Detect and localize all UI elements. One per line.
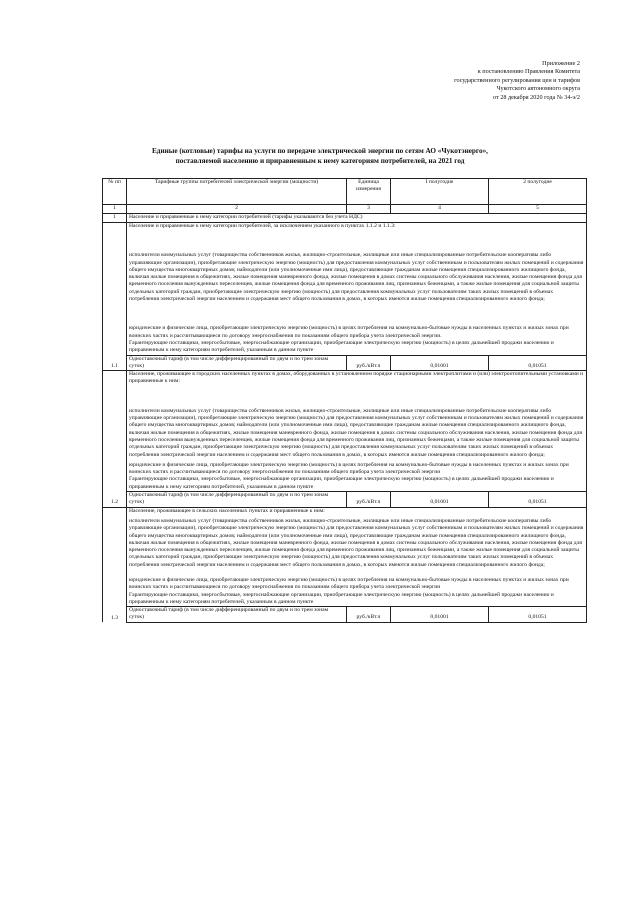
section-1-2-text-row: [103, 371, 587, 492]
section-intro: Население и приравненные к нему категории потребителей, за исключением указанного в пунктах 1.1.2 и 1.1.3:: [129, 223, 396, 229]
section-num: 1.3: [103, 507, 127, 622]
header-num: № пп: [103, 179, 127, 205]
appendix-line: Чукотского автономного округа: [496, 85, 580, 93]
header-half2: 2 полугодие: [489, 179, 587, 205]
tariff-label: Одноставочный тариф (в том числе дифференцированный по двум и по трем зонам суток): [127, 355, 347, 371]
tariff-label: Одноставочный тариф (в том числе дифференцированный по двум и по трем зонам суток): [127, 492, 347, 508]
tariff-unit: руб./кВт.ч: [347, 355, 391, 371]
colnum: 5: [489, 205, 587, 214]
section-paragraph: исполнители коммунальных услуг (товарищества собственников жилья, жилищно-строительные, жилищные или иные специализированные потребительские кооперативы либо управляющие организации), приобретающие электрическую энергию (мощность) для предоставления коммунальных услуг собственникам и пользователям жилых помещений и содержания общего имущества многоквартирных домов; наймодатели (или уполномоченные ими лица), предоставляющие гражданам жилые помещения специализированного жилищного фонда, включая жилые помещения в общежитиях, жилые помещения маневренного фонда, жилые помещения в домах системы социального обслуживания населения, жилые помещения фонда для временного поселения вынужденных переселенцев, жилые помещения фонда для временного проживания лиц, признанных беженцами, а также жилые помещения для социальной защиты отдельных категорий граждан, приобретающие электрическую энергию (мощность) для предоставления коммунальных услуг пользователям таких жилых помещений в объемах потребления электрической энергии населением и содержания мест общего пользования в домах, в которых имеются жилые помещения специализированного жилого фонда;: [129, 517, 584, 568]
section-body: [127, 223, 587, 356]
header-half1: I полугодие: [391, 179, 489, 205]
tariff-table: [102, 178, 587, 623]
tariff-unit: руб./кВт.ч: [347, 607, 391, 623]
tariff-value-h2: 0,01051: [489, 607, 587, 623]
tariff-unit: руб./кВт.ч: [347, 492, 391, 508]
section-paragraph: юридические и физические лица, приобретающие электрическую энергию (мощность) в целях потребления на коммунально-бытовые нужды в населенных пунктах и жилых зонах при воинских частях и рассчитывающиеся по договору энергоснабжения по показаниям общего прибора учета электрической энергии: [129, 461, 569, 476]
section-intro: Население, проживающее в городских населенных пунктах в домах, оборудованных в установленном порядке стационарными электроплитами и (или) электроотопительными установками и приравненные к ним:: [129, 371, 584, 385]
tariff-value-h1: 0,01001: [391, 355, 489, 371]
column-number-row: [103, 205, 587, 214]
appendix-header: [360, 60, 580, 102]
section-paragraph: Гарантирующие поставщики, энергосбытовые, энергоснабжающие организации, приобретающие электрическую энергию (мощность) в целях дальнейшей продажи населению и приравненным к нему категориям потребителей, указанным в данном пункте: [129, 591, 554, 605]
header-unit: Единица измерения: [347, 179, 391, 205]
header-group: Тарифные группы потребителей электрической энергии (мощности): [127, 179, 347, 205]
appendix-line: к постановлению Правления Комитета: [477, 68, 580, 76]
colnum: 3: [347, 205, 391, 214]
document-title: [100, 146, 540, 166]
section-paragraph: юридические и физические лица, приобретающие электрическую энергию (мощность) в целях потребления на коммунально-бытовые нужды в населенных пунктах и жилых зонах при воинских частях и рассчитывающиеся по договору энергоснабжения по показаниям общего прибора учета электрической энергии: [129, 576, 569, 591]
title-line: Единые (котловые) тарифы на услуги по передаче электрической энергии по сетям АО «Чукотэнерго»,: [152, 147, 488, 155]
appendix-line: от 28 декабря 2020 года № 34-э/2: [492, 93, 580, 101]
section-paragraph: Гарантирующие поставщики, энергосбытовые, энергоснабжающие организации, приобретающие электрическую энергию (мощность) в целях дальнейшей продажи населению и приравненным к нему категориям потребителей, указанным в данном пункте: [129, 339, 554, 354]
tariff-value-h2: 0,01051: [489, 492, 587, 508]
section-num: 1.1: [103, 223, 127, 371]
appendix-line: Приложение 2: [542, 60, 580, 67]
colnum: 2: [127, 205, 347, 214]
section-paragraph: исполнители коммунальных услуг (товарищества собственников жилья, жилищно-строительные, жилищные или иные специализированные потребительские кооперативы либо управляющие организации), приобретающие электрическую энергию (мощность) для предоставления коммунальных услуг собственникам и пользователям жилых помещений и содержания общего имущества многоквартирных домов; наймодатели (или уполномоченные ими лица), предоставляющие гражданам жилые помещения специализированного жилищного фонда, включая жилые помещения в общежитиях, жилые помещения маневренного фонда, жилые помещения в домах системы социального обслуживания населения, жилые помещения фонда для временного поселения вынужденных переселенцев, жилые помещения фонда для временного проживания лиц, признанных беженцами, а также жилые помещения для социальной защиты отдельных категорий граждан, приобретающие электрическую энергию (мощность) для предоставления коммунальных услуг пользователям таких жилых помещений в объемах потребления электрической энергии населением и содержания мест общего пользования в домах, в которых имеются жилые помещения специализированного жилого фонда;: [129, 252, 584, 303]
section-1-3-tariff-row: [103, 607, 587, 623]
section-num: 1.2: [103, 371, 127, 507]
title-line: поставляемой населению и приравненным к нему категориям потребителей, на 2021 год: [175, 157, 465, 165]
tariff-value-h1: 0,01001: [391, 607, 489, 623]
colnum: 1: [103, 205, 127, 214]
section-body: [127, 371, 587, 492]
section-1-1-text-row: [103, 223, 587, 356]
table-header-row: [103, 179, 587, 205]
section-1-3-text-row: [103, 507, 587, 607]
table-row: [103, 214, 587, 223]
section-body: [127, 507, 587, 607]
row-text: Население и приравненные к нему категории потребителей (тарифы указываются без учета НДС): [127, 214, 587, 223]
colnum: 4: [391, 205, 489, 214]
section-intro: Население, проживающее в сельских населенных пунктах и приравненные к ним:: [129, 507, 325, 514]
appendix-line: государственного регулирования цен и тарифов: [454, 76, 580, 84]
section-paragraph: исполнители коммунальных услуг (товарищества собственников жилья, жилищно-строительные, жилищные или иные специализированные потребительские кооперативы либо управляющие организации), приобретающие электрическую энергию (мощность) для предоставления коммунальных услуг собственникам и пользователям жилых помещений и содержания общего имущества многоквартирных домов; наймодатели (или уполномоченные ими лица), предоставляющие гражданам жилые помещения специализированного жилищного фонда, включая жилые помещения в общежитиях, жилые помещения маневренного фонда, жилые помещения в домах системы социального обслуживания населения, жилые помещения фонда для временного поселения вынужденных переселенцев, жилые помещения фонда для временного проживания лиц, признанных беженцами, а также жилые помещения для социальной защиты отдельных категорий граждан, приобретающие электрическую энергию (мощность) для предоставления коммунальных услуг пользователям таких жилых помещений в объемах потребления электрической энергии населением и содержания мест общего пользования в домах, в которых имеются жилые помещения специализированного жилого фонда;: [129, 407, 584, 458]
section-1-1-tariff-row: [103, 355, 587, 371]
row-num: 1: [103, 214, 127, 223]
section-paragraph: Гарантирующие поставщики, энергосбытовые, энергоснабжающие организации, приобретающие электрическую энергию (мощность) в целях дальнейшей продажи населению и приравненным к нему категориям потребителей, указанным в данном пункте: [129, 476, 554, 490]
tariff-value-h1: 0,01001: [391, 492, 489, 508]
tariff-label: Одноставочный тариф (в том числе дифференцированный по двум и по трем зонам суток): [127, 607, 347, 623]
section-paragraph: юридические и физические лица, приобретающие электрическую энергию (мощность) в целях потребления на коммунально-бытовые нужды в населенных пунктах и жилых зонах при воинских частях и рассчитывающиеся по договору энергоснабжения по показаниям общего прибора учета электрической энергии.: [129, 325, 569, 339]
section-1-2-tariff-row: [103, 492, 587, 508]
tariff-value-h2: 0,01051: [489, 355, 587, 371]
